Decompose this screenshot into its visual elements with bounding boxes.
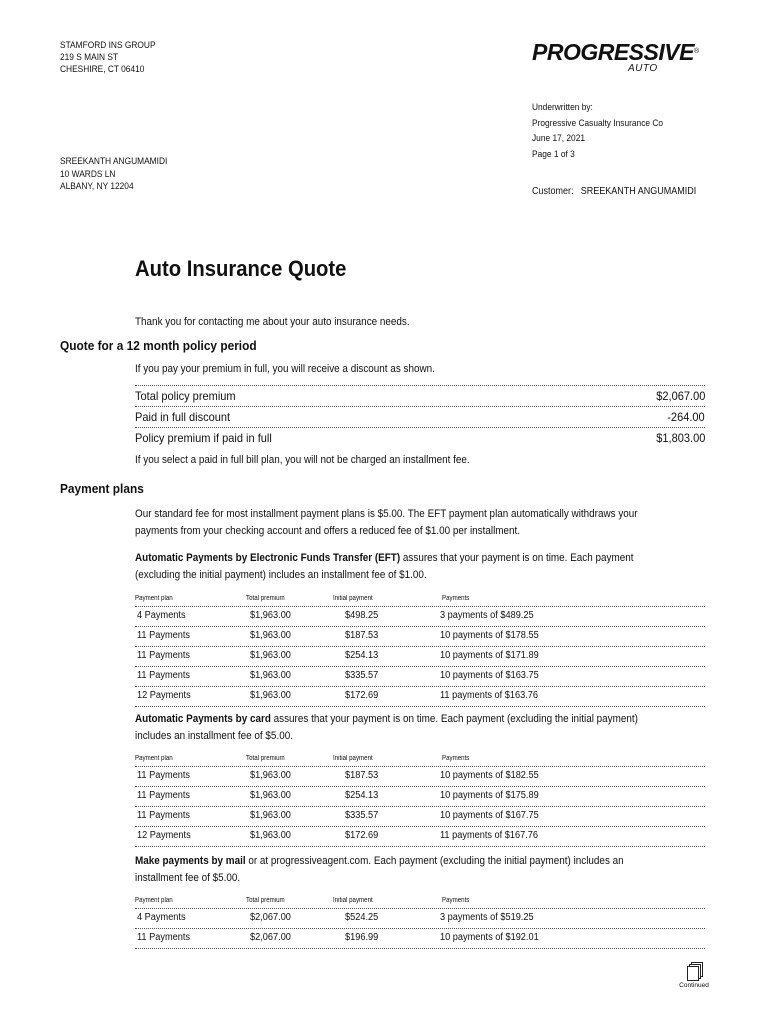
quote-row-value: $2,067.00 (655, 389, 705, 403)
table-header (135, 592, 705, 607)
customer-label: Customer: (532, 186, 574, 197)
cell-initial: $335.57 (345, 670, 379, 681)
column-header: Total premium (246, 595, 285, 602)
description-line: Our standard fee for most installment payment plans is $5.00. The EFT payment plan automatically withdraws your (135, 508, 638, 520)
cell-plan: 12 Payments (137, 690, 191, 701)
column-header: Payments (442, 595, 470, 602)
quote-date: June 17, 2021 (532, 133, 586, 144)
quote-row-value: $1,803.00 (655, 431, 705, 445)
column-header: Total premium (246, 897, 285, 904)
quote-row-value: -264.00 (667, 410, 705, 424)
cell-initial: $498.25 (345, 610, 379, 621)
logo-sub: AUTO (628, 63, 658, 74)
logo-brand: PROGRESSIVE (532, 39, 694, 65)
cell-total: $1,963.00 (250, 830, 291, 841)
cell-payments: 11 payments of $167.76 (440, 830, 539, 841)
underwriter-company: Progressive Casualty Insurance Co (532, 117, 664, 129)
column-header: Payment plan (135, 897, 173, 904)
mail-plan-text: installment fee of $5.00. (135, 872, 241, 884)
cell-plan: 11 Payments (137, 932, 191, 943)
quote-row-label: Policy premium if paid in full (135, 431, 272, 445)
customer-line (532, 186, 696, 197)
eft-plan-title: Automatic Payments by Electronic Funds Transfer (EFT) (135, 552, 401, 564)
intro-text: Thank you for contacting me about your auto insurance needs. (135, 316, 410, 328)
column-header: Payment plan (135, 595, 173, 602)
column-header: Initial payment (333, 755, 373, 762)
cell-initial: $335.57 (345, 810, 379, 821)
quote-row (135, 427, 705, 448)
description-line: payments from your checking account and offers a reduced fee of $1.00 per installment. (135, 525, 521, 537)
cell-initial: $172.69 (345, 690, 379, 701)
cell-payments: 11 payments of $163.76 (440, 690, 539, 701)
column-header: Initial payment (333, 595, 373, 602)
column-header: Initial payment (333, 897, 373, 904)
column-header: Payments (442, 897, 470, 904)
cell-plan: 11 Payments (137, 670, 191, 681)
cell-total: $1,963.00 (250, 810, 291, 821)
cell-payments: 10 payments of $192.01 (440, 932, 539, 943)
cell-total: $1,963.00 (250, 770, 291, 781)
table-row (135, 909, 705, 929)
cell-plan: 11 Payments (137, 790, 191, 801)
table-row (135, 767, 705, 787)
customer-address-line: 10 WARDS LN (60, 168, 116, 180)
payment-plans-description (135, 506, 638, 540)
cell-total: $1,963.00 (250, 610, 291, 621)
quote-row (135, 385, 705, 406)
card-plan-text: includes an installment fee of $5.00. (135, 730, 293, 742)
cell-total: $1,963.00 (250, 690, 291, 701)
cell-plan: 4 Payments (137, 912, 186, 923)
column-header: Total premium (246, 755, 285, 762)
cell-plan: 11 Payments (137, 810, 191, 821)
agency-address (60, 40, 156, 76)
cell-plan: 11 Payments (137, 650, 191, 661)
table-row (135, 807, 705, 827)
continued-label: Continued (679, 982, 709, 989)
cell-payments: 10 payments of $178.55 (440, 630, 539, 641)
cell-payments: 10 payments of $182.55 (440, 770, 539, 781)
customer-address (60, 156, 167, 194)
customer-address-line: SREEKANTH ANGUMAMIDI (60, 156, 168, 167)
cell-total: $2,067.00 (250, 912, 291, 923)
cell-payments: 3 payments of $519.25 (440, 912, 534, 923)
cell-payments: 3 payments of $489.25 (440, 610, 534, 621)
cell-payments: 10 payments of $175.89 (440, 790, 539, 801)
cell-payments: 10 payments of $171.89 (440, 650, 539, 661)
quote-table (135, 385, 705, 448)
cell-initial: $187.53 (345, 770, 379, 781)
cell-plan: 12 Payments (137, 830, 191, 841)
quote-row (135, 406, 705, 427)
card-plan-description (135, 711, 638, 745)
mail-payment-table (135, 894, 705, 949)
eft-plan-text: (excluding the initial payment) includes an installment fee of $1.00. (135, 569, 427, 581)
eft-payment-table (135, 592, 705, 707)
table-row (135, 787, 705, 807)
table-header (135, 752, 705, 767)
column-header: Payments (442, 755, 470, 762)
customer-address-line: ALBANY, NY 12204 (60, 181, 134, 192)
agency-line: 219 S MAIN ST (60, 52, 119, 63)
customer-name: SREEKANTH ANGUMAMIDI (580, 186, 697, 197)
cell-total: $1,963.00 (250, 670, 291, 681)
mail-plan-text: or at progressiveagent.com. Each payment (excluding the initial payment) includes an (245, 855, 624, 867)
cell-total: $1,963.00 (250, 650, 291, 661)
cell-total: $1,963.00 (250, 790, 291, 801)
card-payment-table (135, 752, 705, 847)
card-plan-text: assures that your payment is on time. Each payment (excluding the initial payment) (270, 713, 638, 725)
table-row (135, 929, 705, 949)
table-row (135, 667, 705, 687)
stacked-pages-icon (687, 962, 701, 980)
column-header: Payment plan (135, 755, 173, 762)
cell-total: $2,067.00 (250, 932, 291, 943)
cell-plan: 11 Payments (137, 770, 191, 781)
cell-payments: 10 payments of $163.75 (440, 670, 539, 681)
eft-plan-description (135, 550, 633, 584)
mail-plan-description (135, 853, 624, 887)
logo-reg-mark: ® (693, 48, 699, 55)
quote-row-label: Total policy premium (135, 389, 236, 403)
quote-heading: Quote for a 12 month policy period (60, 339, 257, 353)
table-row (135, 607, 705, 627)
paid-in-full-note: If you select a paid in full bill plan, you will not be charged an installment fee. (135, 454, 470, 466)
table-row (135, 627, 705, 647)
cell-initial: $254.13 (345, 650, 379, 661)
payment-plans-heading: Payment plans (60, 482, 144, 496)
cell-initial: $524.25 (345, 912, 379, 923)
cell-plan: 4 Payments (137, 610, 186, 621)
table-row (135, 827, 705, 847)
card-plan-title: Automatic Payments by card (135, 713, 271, 725)
agency-line: STAMFORD INS GROUP (60, 40, 156, 51)
agency-line: CHESHIRE, CT 06410 (60, 64, 145, 75)
cell-total: $1,963.00 (250, 630, 291, 641)
eft-plan-text: assures that your payment is on time. Each payment (400, 552, 634, 564)
mail-plan-title: Make payments by mail (135, 855, 246, 867)
cell-initial: $196.99 (345, 932, 379, 943)
progressive-logo (532, 39, 699, 74)
continued-indicator (676, 962, 712, 989)
page-number: Page 1 of 3 (532, 148, 575, 160)
table-header (135, 894, 705, 909)
underwriter-label: Underwritten by: (532, 102, 593, 113)
cell-initial: $172.69 (345, 830, 379, 841)
quote-subtext: If you pay your premium in full, you will receive a discount as shown. (135, 363, 435, 375)
table-row (135, 647, 705, 667)
cell-initial: $187.53 (345, 630, 379, 641)
quote-row-label: Paid in full discount (135, 410, 231, 424)
cell-initial: $254.13 (345, 790, 379, 801)
table-row (135, 687, 705, 707)
cell-plan: 11 Payments (137, 630, 191, 641)
underwriter-block (532, 100, 663, 162)
cell-payments: 10 payments of $167.75 (440, 810, 539, 821)
page-title: Auto Insurance Quote (135, 256, 347, 281)
